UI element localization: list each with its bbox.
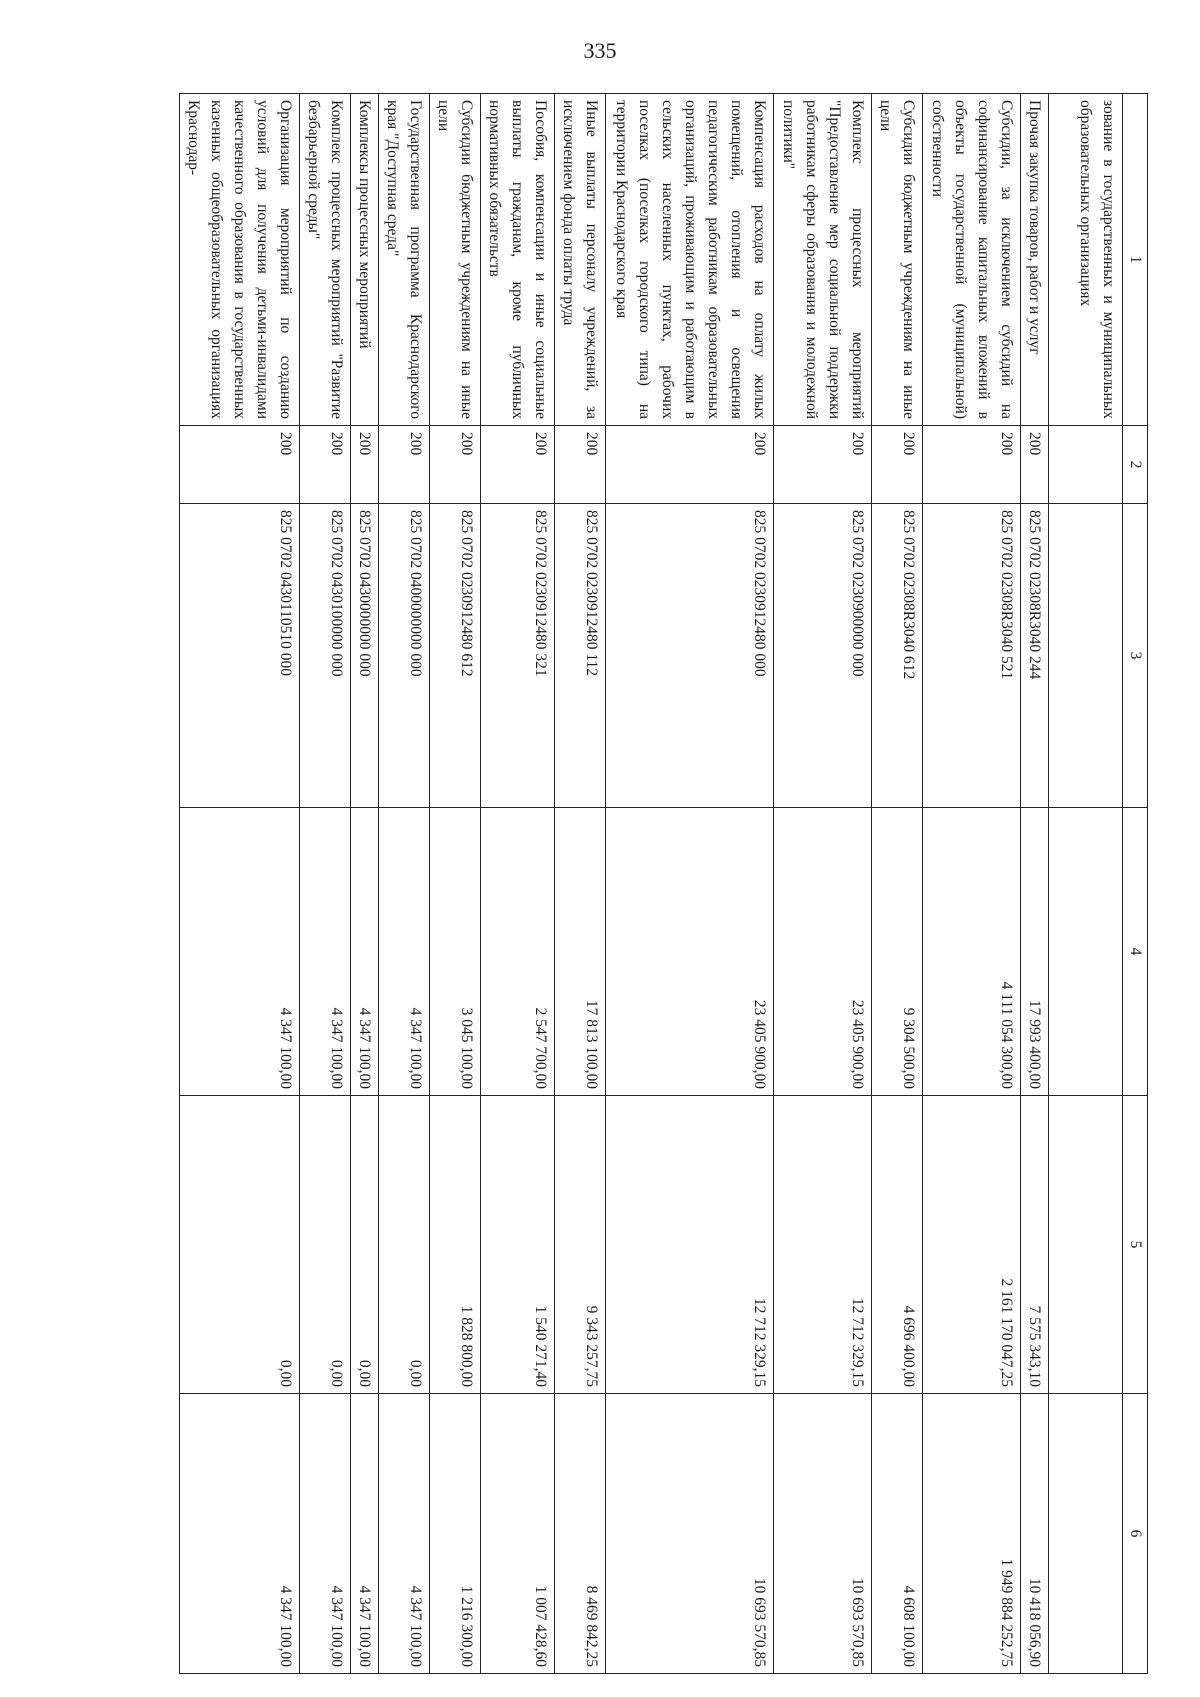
row-name: Комплекс процессных мероприятий "Предоставление мер социальной поддержки работникам сферы образования и молодежной политики"	[774, 94, 872, 426]
row-value-4: 17 993 400,00	[1021, 808, 1049, 1096]
row-value-5: 0,00	[379, 1096, 430, 1394]
table-row	[606, 94, 774, 1674]
row-code: 825 0702 0230912480 321	[481, 504, 555, 808]
row-value-6: 4 347 100,00	[351, 1394, 379, 1674]
row-admin: 200	[555, 426, 606, 504]
table-row	[300, 94, 351, 1674]
row-value-4: 23 405 900,00	[774, 808, 872, 1096]
row-value-5: 12 712 329,15	[606, 1096, 774, 1394]
row-name: Субсидии бюджетным учреждениям на иные цели	[430, 94, 481, 426]
row-value-5: 0,00	[300, 1096, 351, 1394]
row-value-4	[1049, 808, 1123, 1096]
row-admin: 200	[923, 426, 1021, 504]
row-name: Государственная программа Краснодарского края "Доступная среда"	[379, 94, 430, 426]
row-value-5: 7 575 343,10	[1021, 1096, 1049, 1394]
row-code: 825 0702 0230912480 000	[606, 504, 774, 808]
page-number: 335	[583, 38, 617, 63]
row-value-5: 2 161 170 047,25	[923, 1096, 1021, 1394]
table-row	[923, 94, 1021, 1674]
rotated-table-wrapper	[170, 93, 1148, 1673]
column-header: 5	[1123, 1096, 1148, 1394]
column-header: 6	[1123, 1394, 1148, 1674]
table-row	[351, 94, 379, 1674]
column-header: 2	[1123, 426, 1148, 504]
row-code: 825 0702 02308R3040 244	[1021, 504, 1049, 808]
row-value-6: 10 418 056,90	[1021, 1394, 1049, 1674]
row-code: 825 0702 0230912480 112	[555, 504, 606, 808]
row-name: Организация мероприятий по созданию условий для получения детьми-инвалидами качественного образования в государственных казенных общеобразовательных организациях Краснодар-	[180, 94, 300, 426]
row-value-6: 10 693 570,85	[774, 1394, 872, 1674]
table-row	[555, 94, 606, 1674]
row-code: 825 0702 0430000000 000	[351, 504, 379, 808]
row-code: 825 0702 0230912480 612	[430, 504, 481, 808]
table-row	[481, 94, 555, 1674]
table-row	[872, 94, 923, 1674]
row-admin	[1049, 426, 1123, 504]
row-code: 825 0702 0430110510 000	[180, 504, 300, 808]
row-value-6: 4 347 100,00	[379, 1394, 430, 1674]
row-name: Субсидии, за исключением субсидий на софинансирование капитальных вложений в объекты государственной (муниципальной) собственности	[923, 94, 1021, 426]
row-value-4: 4 347 100,00	[379, 808, 430, 1096]
row-name: Комплекс процессных мероприятий "Развитие безбарьерной среды"	[300, 94, 351, 426]
row-admin: 200	[379, 426, 430, 504]
row-value-6: 1 949 884 252,75	[923, 1394, 1021, 1674]
row-value-6: 4 347 100,00	[180, 1394, 300, 1674]
row-value-4: 9 304 500,00	[872, 808, 923, 1096]
row-admin: 200	[606, 426, 774, 504]
row-code: 825 0702 02308R3040 612	[872, 504, 923, 808]
row-value-4: 4 347 100,00	[351, 808, 379, 1096]
table-row	[1021, 94, 1049, 1674]
column-header: 1	[1123, 94, 1148, 426]
row-code: 825 0702 02308R3040 521	[923, 504, 1021, 808]
table-row	[430, 94, 481, 1674]
row-code: 825 0702 0400000000 000	[379, 504, 430, 808]
row-value-4: 3 045 100,00	[430, 808, 481, 1096]
row-name: Комплексы процессных мероприятий	[351, 94, 379, 426]
column-header: 3	[1123, 504, 1148, 808]
row-admin: 200	[300, 426, 351, 504]
row-name: зование в государственных и муниципальных образовательных организациях	[1049, 94, 1123, 426]
row-value-5: 12 712 329,15	[774, 1096, 872, 1394]
row-name: Субсидии бюджетным учреждениям на иные цели	[872, 94, 923, 426]
row-name: Иные выплаты персоналу учреждений, за исключением фонда оплаты труда	[555, 94, 606, 426]
row-value-5: 1 828 800,00	[430, 1096, 481, 1394]
row-value-6: 1 216 300,00	[430, 1394, 481, 1674]
row-value-5: 9 343 257,75	[555, 1096, 606, 1394]
table-row	[379, 94, 430, 1674]
row-value-6: 4 347 100,00	[300, 1394, 351, 1674]
row-value-6: 10 693 570,85	[606, 1394, 774, 1674]
row-value-5	[1049, 1096, 1123, 1394]
row-code	[1049, 504, 1123, 808]
row-value-5: 4 696 400,00	[872, 1096, 923, 1394]
table-row	[774, 94, 872, 1674]
budget-table	[179, 93, 1148, 1674]
row-value-4: 17 813 100,00	[555, 808, 606, 1096]
row-name: Пособия, компенсации и иные социальные выплаты гражданам, кроме публичных нормативных обязательств	[481, 94, 555, 426]
row-value-5: 0,00	[180, 1096, 300, 1394]
row-admin: 200	[481, 426, 555, 504]
row-value-4: 4 111 054 300,00	[923, 808, 1021, 1096]
row-value-4: 4 347 100,00	[180, 808, 300, 1096]
row-admin: 200	[774, 426, 872, 504]
column-header: 4	[1123, 808, 1148, 1096]
row-value-6: 8 469 842,25	[555, 1394, 606, 1674]
row-admin: 200	[430, 426, 481, 504]
row-code: 825 0702 0430100000 000	[300, 504, 351, 808]
row-code: 825 0702 0230900000 000	[774, 504, 872, 808]
row-admin: 200	[180, 426, 300, 504]
row-name: Компенсация расходов на оплату жилых помещений, отопления и освещения педагогическим работникам образовательных организаций, проживающим и работающим в сельских населенных пунктах, рабочих поселках (поселках городского типа) на территории Краснодарского края	[606, 94, 774, 426]
row-value-4: 2 547 700,00	[481, 808, 555, 1096]
row-value-6: 4 608 100,00	[872, 1394, 923, 1674]
row-value-6: 1 007 428,60	[481, 1394, 555, 1674]
table-row	[1049, 94, 1123, 1674]
row-admin: 200	[1021, 426, 1049, 504]
table-row	[180, 94, 300, 1674]
row-value-4: 23 405 900,00	[606, 808, 774, 1096]
header-row	[1123, 94, 1148, 1674]
row-value-5: 1 540 271,40	[481, 1096, 555, 1394]
row-admin: 200	[872, 426, 923, 504]
row-value-5: 0,00	[351, 1096, 379, 1394]
row-value-6	[1049, 1394, 1123, 1674]
row-name: Прочая закупка товаров, работ и услуг	[1021, 94, 1049, 426]
row-admin: 200	[351, 426, 379, 504]
row-value-4: 4 347 100,00	[300, 808, 351, 1096]
